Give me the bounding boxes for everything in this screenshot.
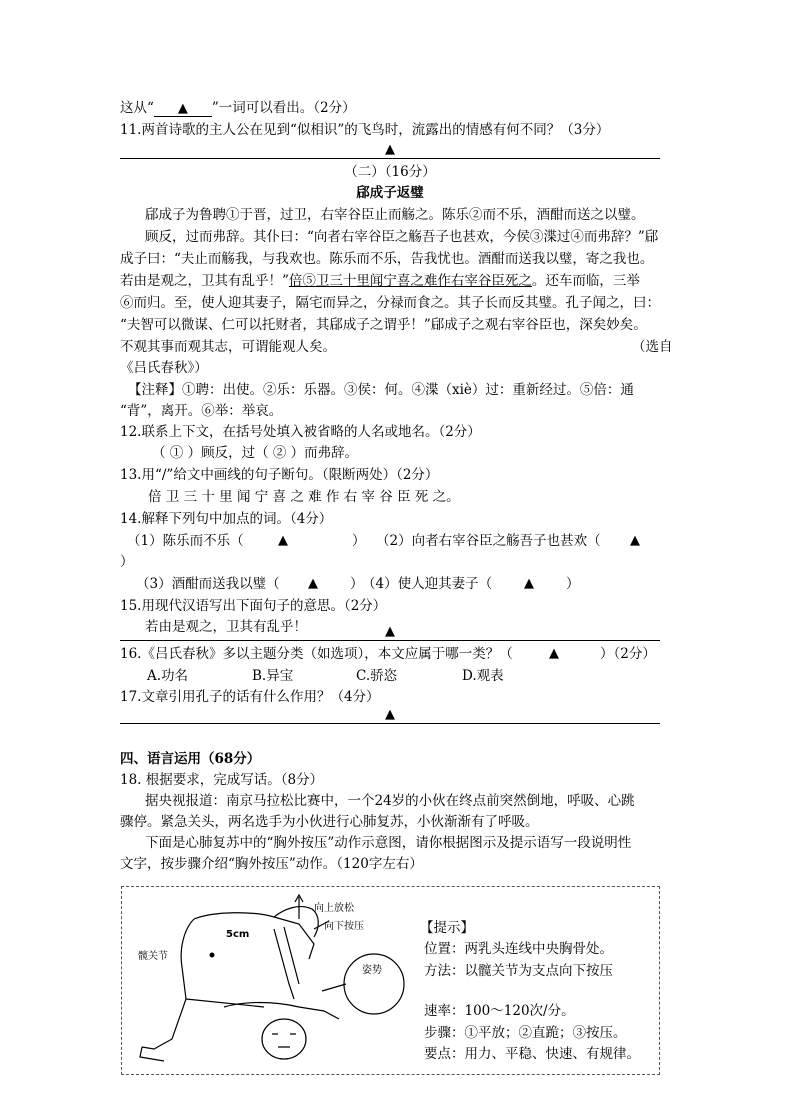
question-14-item-4: （4）使人迎其妻子（ [362, 576, 493, 592]
q18-paragraph: 骤停。紧急关头，两名选手为小伙进行心肺复苏，小伙渐渐有了呼吸。 [120, 814, 539, 830]
hint-steps: 步骤：①平放；②直跪；③按压。 [424, 1025, 627, 1041]
question-14-item-1: （1）陈乐而不乐（ [127, 533, 244, 549]
passage-line: “夫智可以微谋、仁可以托财者，其郈成子之谓乎！”郈成子之观右宰谷臣也，深矣妙矣。 [120, 317, 647, 333]
q18-paragraph: 据央视报道：南京马拉松比赛中，一个24岁的小伙在终点前突然倒地，呼吸、心跳 [145, 793, 635, 809]
answer-line [120, 723, 660, 724]
passage-line: 不观其事而观其志，可谓能观人矣。 [120, 339, 336, 355]
passage-title: 郈成子返璧 [356, 185, 424, 201]
footnote: “背”，离开。⑥举：举哀。 [120, 403, 283, 419]
passage-line: ⑥而归。至，使人迎其妻子，隔宅而异之，分禄而食之。其子长而反其璧。孔子闻之，曰： [120, 295, 660, 311]
answer-marker[interactable]: ▲ [630, 533, 640, 548]
answer-marker[interactable]: ▲ [308, 576, 318, 591]
answer-marker[interactable]: ▲ [549, 646, 559, 661]
hint-rate: 速率：100～120次/分。 [424, 1003, 575, 1019]
answer-marker[interactable]: ▲ [385, 624, 395, 639]
close-paren: ） [352, 533, 366, 549]
q18-paragraph: 下面是心肺复苏中的“胸外按压”动作示意图，请你根据图示及提示语写一段说明性 [145, 835, 632, 851]
question-12-blank[interactable]: （ ① ）顾反，过（ ② ）而弗辞。 [152, 445, 359, 461]
answer-marker[interactable]: ▲ [278, 533, 288, 548]
close-paren: ） [566, 576, 580, 592]
hint-title: 【提示】 [420, 920, 474, 936]
answer-marker[interactable]: ▲ [385, 707, 395, 722]
question-14-item-2: （2）向者右宰谷臣之觞吾子也甚欢（ [376, 533, 601, 549]
answer-line [120, 640, 660, 641]
footnote: 【注释】①聘：出使。②乐：乐器。③侯：何。④渫（xiè）过：重新经过。⑤倍：通 [128, 382, 634, 398]
label-pose: 姿势 [362, 965, 382, 976]
pose-circle [344, 954, 404, 1014]
close-paren: ） [350, 576, 364, 592]
underlined-sentence: 倍⑤卫三十里闻宁喜之难作右宰谷臣死之 [288, 273, 532, 289]
question-16: 16.《吕氏春秋》多以主题分类（如选项），本文应属于哪一类？（ [120, 646, 513, 662]
option-b[interactable]: B.异宝 [252, 668, 294, 684]
hint-position: 位置：两乳头连线中央胸骨处。 [424, 941, 613, 957]
question-13-sentence[interactable]: 倍 卫 三 十 里 闻 宁 喜 之 难 作 右 宰 谷 臣 死 之。 [148, 489, 460, 505]
question-11: 11.两首诗歌的主人公在见到“似相识”的飞鸟时，流露出的情感有何不同？（3分） [120, 122, 610, 138]
label-up: 向上放松 [314, 903, 354, 914]
label-hip: 髋关节 [138, 951, 168, 962]
passage-line: 成子曰：“夫止而觞我，与我欢也。陈乐而不乐，告我忧也。酒酣而送我以璧，寄之我也。 [120, 251, 654, 267]
passage-line: 顾反，过而弗辞。其仆曰：“向者右宰谷臣之觞吾子也甚欢，今侯③渫过④而弗辞？”郈 [145, 229, 659, 245]
passage-line: 若由是观之，卫其有乱乎！”倍⑤卫三十里闻宁喜之难作右宰谷臣死之。还车而临，三举 [120, 273, 640, 289]
answer-marker[interactable]: ▲ [524, 576, 534, 591]
rescuer-head [274, 907, 318, 937]
hint-method: 方法：以髋关节为支点向下按压 [424, 963, 613, 979]
answer-blank[interactable]: ▲ [154, 101, 212, 117]
passage-line: 郈成子为鲁聘①于晋，过卫，右宰谷臣止而觞之。陈乐②而不乐，酒酣而送之以璧。 [145, 207, 645, 223]
question-14-item-3: （3）酒酣而送我以璧（ [136, 576, 280, 592]
section-heading: （二）（16分） [344, 164, 436, 180]
q18-paragraph: 文字，按步骤介绍“胸外按压”动作。（120字左右） [120, 856, 423, 872]
close-paren: ） [120, 554, 134, 570]
q10-tail: 这从“ ▲ ”一词可以看出。（2分） [120, 100, 356, 116]
section-4-heading: 四、语言运用（68分） [120, 751, 261, 767]
cpr-illustration [124, 889, 414, 1072]
rescuer-arm [274, 929, 294, 999]
option-a[interactable]: A.功名 [147, 668, 189, 684]
source-note: （选自 [632, 339, 673, 355]
answer-marker[interactable]: ▲ [385, 142, 395, 157]
hint-points: 要点：用力、平稳、快速、有规律。 [424, 1046, 640, 1062]
question-18: 18. 根据要求，完成写话。（8分） [120, 772, 324, 788]
label-5cm: 5cm [226, 929, 250, 940]
patient-head [262, 1019, 306, 1059]
question-13: 13.用“/”给文中画线的句子断句。（限断两处）（2分） [120, 467, 439, 483]
option-c[interactable]: C.骄恣 [356, 668, 398, 684]
question-14: 14.解释下列句中加点的词。（4分） [120, 511, 333, 527]
source-book: 《吕氏春秋》） [120, 360, 208, 376]
label-down: 向下按压 [324, 921, 364, 932]
question-12: 12.联系上下文，在括号处填入被省略的人名或地名。（2分） [120, 424, 481, 440]
rescuer-back [194, 913, 314, 959]
rescuer-leg [142, 919, 194, 1049]
option-d[interactable]: D.观表 [462, 668, 504, 684]
question-16-tail: ）（2分） [600, 646, 656, 662]
answer-line [120, 158, 660, 159]
question-15-sentence: 若由是观之，卫其有乱乎！ [145, 619, 307, 635]
question-15: 15.用现代汉语写出下面句子的意思。（2分） [120, 598, 387, 614]
question-17: 17.文章引用孔子的话有什么作用？（4分） [120, 689, 380, 705]
